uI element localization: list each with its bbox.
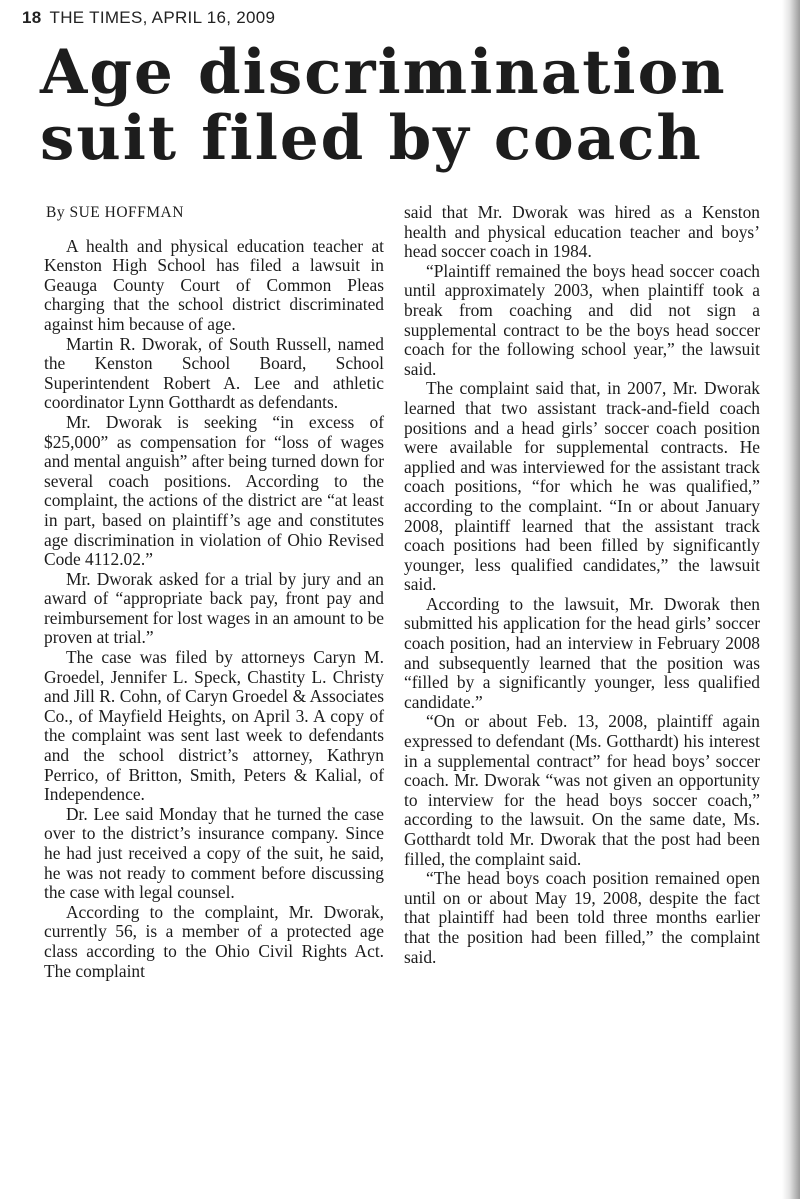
article-paragraph: “The head boys coach position remained open until on or about May 19, 2008, despite the fact that plaintiff had been told three months earlier that the position had been filled,” the complaint said. (404, 868, 760, 967)
page-number: 18 (22, 8, 42, 27)
article-paragraph-continuation: said that Mr. Dworak was hired as a Kenston health and physical education teacher and boys’ head soccer coach in 1984. (404, 202, 760, 262)
article-column-left (44, 203, 384, 981)
article-paragraph: The case was filed by attorneys Caryn M. Groedel, Jennifer L. Speck, Chastity L. Christy and Jill R. Cohn, of Caryn Groedel & Associates Co., of Mayfield Heights, on April 3. A copy of the complaint was sent last week to defendants and the school district’s attorney, Kathryn Perrico, of Britton, Smith, Peters & Kalial, of Independence. (44, 647, 384, 805)
article-paragraph: Dr. Lee said Monday that he turned the case over to the district’s insurance company. Since he had just received a copy of the suit, he said, he was not ready to comment before discussing the case with legal counsel. (44, 803, 384, 903)
headline-line-2: suit filed by coach (40, 103, 703, 174)
article-paragraph: Mr. Dworak asked for a trial by jury and an award of “appropriate back pay, front pay and reimbursement for lost wages in an amount to be proven at trial.” (44, 568, 385, 648)
article-paragraph: According to the complaint, Mr. Dworak, currently 56, is a member of a protected age class according to the Ohio Civil Rights Act. The complaint (44, 901, 384, 981)
page-edge-shadow (782, 0, 800, 1199)
headline (40, 37, 760, 174)
article-paragraph: Mr. Dworak is seeking “in excess of $25,000” as compensation for “loss of wages and mental anguish” after being turned down for several coach positions. According to the complaint, the actions of the district are “at least in part, based on plaintiff’s age and constitutes age discrimination in violation of Ohio Revised Code 4112.02.” (44, 411, 384, 570)
article-paragraph: The complaint said that, in 2007, Mr. Dworak learned that two assistant track-and-field coach positions and a head girls’ soccer coach position were available for supplemental contracts. He applied and was interviewed for the assistant track coach positions, “for which he was qualified,” according to the complaint. “In or about January 2008, plaintiff learned that the assistant track coach positions had been filled by significantly younger, less qualified candidates,” the lawsuit said. (404, 378, 760, 595)
article-paragraph: A health and physical education teacher at Kenston High School has filed a lawsuit in Geauga County Court of Common Pleas charging that the school district discriminated against him because of age. (44, 235, 384, 334)
masthead (22, 8, 275, 28)
article-column-right (404, 203, 760, 967)
article-paragraph: According to the lawsuit, Mr. Dworak then submitted his application for the head girls’ soccer coach position, had an interview in February 2008 and subsequently learned that the position was “filled by a significantly younger, less qualified candidate.” (404, 593, 760, 712)
article-paragraph: “Plaintiff remained the boys head soccer coach until approximately 2003, when plaintiff took a break from coaching and did not sign a supplemental contract to be the boys head soccer coach for the following school year,” the lawsuit said. (404, 260, 760, 379)
headline-line-1: Age discrimination (40, 37, 727, 108)
article-paragraph: Martin R. Dworak, of South Russell, named the Kenston School Board, School Superintendent Robert A. Lee and athletic coordinator Lynn Gotthardt as defendants. (44, 333, 384, 413)
byline: By SUE HOFFMAN (46, 204, 184, 221)
dateline: THE TIMES, APRIL 16, 2009 (49, 8, 276, 27)
article-paragraph: “On or about Feb. 13, 2008, plaintiff again expressed to defendant (Ms. Gotthardt) his interest in a supplemental contract” for head boys’ soccer coach. Mr. Dworak “was not given an opportunity to interview for the head boys soccer coach,” according to the lawsuit. On the same date, Ms. Gotthardt told Mr. Dworak that the post had been filled, the complaint said. (404, 711, 760, 869)
